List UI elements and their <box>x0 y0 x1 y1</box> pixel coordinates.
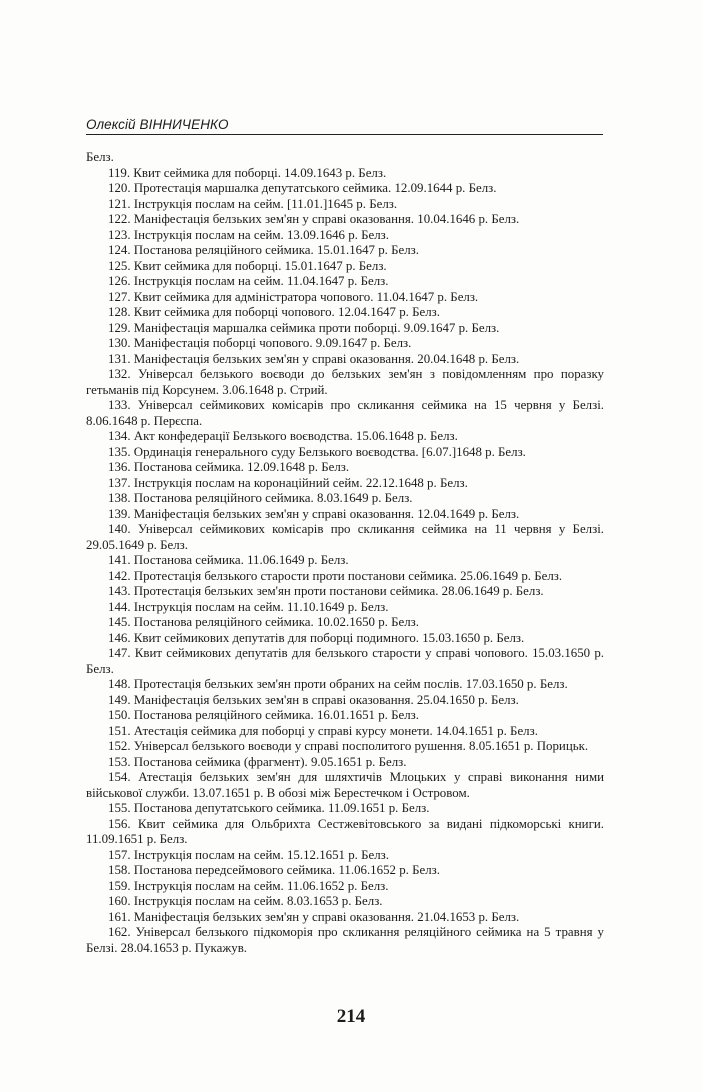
list-entry: 121. Інструкція послам на сейм. [11.01.]1645 р. Белз. <box>108 196 398 211</box>
list-entry: 136. Постанова сеймика. 12.09.1648 р. Белз. <box>108 460 350 474</box>
list-entry: 126. Інструкція послам на сейм. 11.04.1647 р. Белз. <box>108 274 389 288</box>
list-entry: 142. Протестація белзького старости проти постанови сеймика. 25.06.1649 р. Белз. <box>108 568 563 583</box>
list-entry: 161. Маніфестація белзьких зем'ян у справі оказовання. 21.04.1653 р. Белз. <box>108 909 520 924</box>
list-entry: 119. Квит сеймика для поборці. 14.09.1643 р. Белз. <box>108 165 387 180</box>
list-entry: 143. Протестація белзьких зем'ян проти постанови сеймика. 28.06.1649 р. Белз. <box>108 584 544 598</box>
list-entry: 144. Інструкція послам на сейм. 11.10.1649 р. Белз. <box>108 599 389 614</box>
list-entry: 138. Постанова реляційного сеймика. 8.03.1649 р. Белз. <box>108 491 413 505</box>
list-entry: 128. Квит сеймика для поборці чопового. 12.04.1647 р. Белз. <box>108 305 440 319</box>
document-list <box>86 150 604 956</box>
list-entry: 137. Інструкція послам на коронаційний сейм. 22.12.1648 р. Белз. <box>108 475 468 490</box>
list-entry: 140. Універсал сеймикових комісарів про скликання сеймика на 11 червня у Белзі. 29.05.1649 р. Белз. <box>86 522 604 552</box>
list-entry: 124. Постанова реляційного сеймика. 15.01.1647 р. Белз. <box>108 243 419 257</box>
list-entry: 156. Квит сеймика для Ольбрихта Сестжевітовського за видані підкоморські книги. 11.09.1651 р. Белз. <box>86 816 604 846</box>
page-number: 214 <box>336 1006 366 1027</box>
running-title: Олексій ВІННИЧЕНКО <box>86 117 229 132</box>
list-entry: 151. Атестація сеймика для поборці у справі курсу монети. 14.04.1651 р. Белз. <box>108 723 538 738</box>
list-entry: 157. Інструкція послам на сейм. 15.12.1651 р. Белз. <box>108 847 389 862</box>
list-entry: 160. Інструкція послам на сейм. 8.03.1653 р. Белз. <box>108 894 383 908</box>
list-entry: 135. Ординація генерального суду Белзького воєводства. [6.07.]1648 р. Белз. <box>108 444 526 459</box>
list-entry: 148. Протестація белзьких зем'ян проти обраних на сейм послів. 17.03.1650 р. Белз. <box>108 677 568 691</box>
running-header <box>86 117 603 135</box>
list-entry: 153. Постанова сеймика (фрагмент). 9.05.1651 р. Белз. <box>108 754 407 769</box>
list-entry: 122. Маніфестація белзьких зем'ян у справі оказовання. 10.04.1646 р. Белз. <box>108 212 520 226</box>
list-entry: 149. Маніфестація белзьких зем'ян в справі оказовання. 25.04.1650 р. Белз. <box>108 692 519 707</box>
list-entry: 145. Постанова реляційного сеймика. 10.02.1650 р. Белз. <box>108 615 419 629</box>
list-entry: 146. Квит сеймикових депутатів для поборці подимного. 15.03.1650 р. Белз. <box>108 630 525 645</box>
list-entry: 152. Універсал белзького воєводи у справі посполитого рушення. 8.05.1651 р. Порицьк. <box>108 739 589 753</box>
list-entry: 129. Маніфестація маршалка сеймика проти поборці. 9.09.1647 р. Белз. <box>108 320 500 335</box>
list-entry: 133. Універсал сеймикових комісарів про скликання сеймика на 15 червня у Белзі. 8.06.1648 р. Перєспа. <box>86 398 604 428</box>
list-entry: 134. Акт конфедерації Белзького воєводства. 15.06.1648 р. Белз. <box>108 429 458 443</box>
list-entry: 159. Інструкція послам на сейм. 11.06.1652 р. Белз. <box>108 878 389 893</box>
list-entry: 154. Атестація белзьких зем'ян для шляхтичів Млоцьких у справі виконання ними військової служби. 13.07.1651 р. В обозі між Берестечком і Островом. <box>86 770 604 800</box>
list-entry: 141. Постанова сеймика. 11.06.1649 р. Белз. <box>108 553 349 567</box>
list-entry: 125. Квит сеймика для поборці. 15.01.1647 р. Белз. <box>108 258 387 273</box>
list-entry: 150. Постанова реляційного сеймика. 16.01.1651 р. Белз. <box>108 708 419 722</box>
list-entry: 120. Протестація маршалка депутатського сеймика. 12.09.1644 р. Белз. <box>108 181 497 195</box>
lead-text: Белз. <box>86 150 114 164</box>
list-entry: 131. Маніфестація белзьких зем'ян у справі оказовання. 20.04.1648 р. Белз. <box>108 351 520 366</box>
list-entry: 158. Постанова передсеймового сеймика. 11.06.1652 р. Белз. <box>108 863 440 877</box>
list-entry: 147. Квит сеймикових депутатів для белзького старости у справі чопового. 15.03.1650 р. Белз. <box>86 646 604 676</box>
list-entry: 127. Квит сеймика для адміністратора чопового. 11.04.1647 р. Белз. <box>108 289 479 304</box>
list-entry: 123. Інструкція послам на сейм. 13.09.1646 р. Белз. <box>108 227 389 242</box>
list-entry: 132. Універсал белзького воєводи до белзьких зем'ян з повідомленням про поразку гетьманів під Корсунем. 3.06.1648 р. Стрий. <box>86 367 604 397</box>
list-entry: 162. Універсал белзького підкоморія про скликання реляційного сеймика на 5 травня у Белзі. 28.04.1653 р. Пукажув. <box>86 925 604 955</box>
list-entry: 130. Маніфестація поборці чопового. 9.09.1647 р. Белз. <box>108 336 412 350</box>
list-entry: 139. Маніфестація белзьких зем'ян у справі оказовання. 12.04.1649 р. Белз. <box>108 506 520 521</box>
list-entry: 155. Постанова депутатського сеймика. 11.09.1651 р. Белз. <box>108 801 430 815</box>
